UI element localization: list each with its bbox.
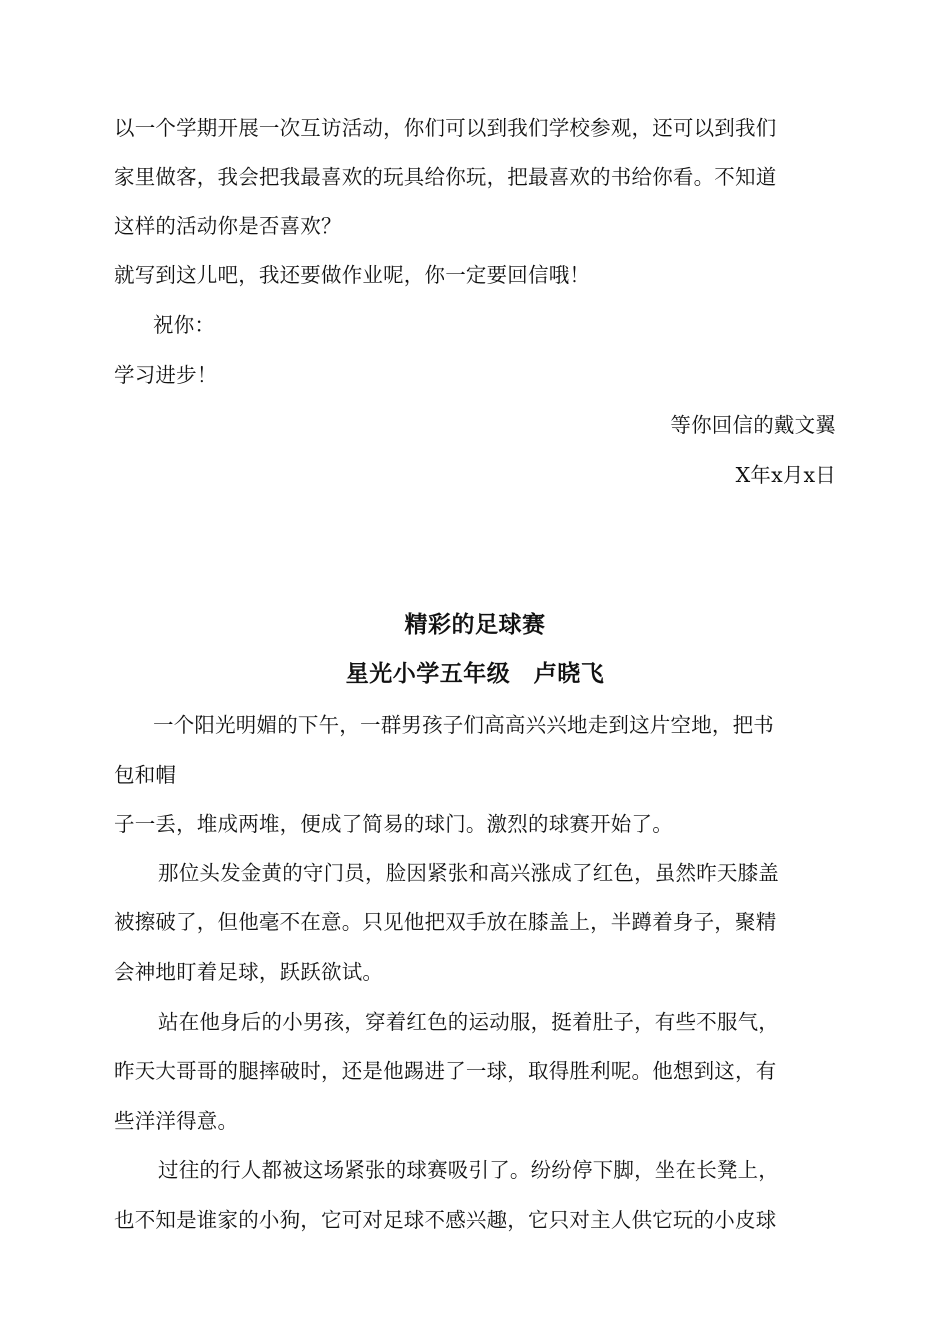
letter-signature: 等你回信的戴文翼 <box>670 413 836 437</box>
essay-line-7: 站在他身后的小男孩，穿着红色的运动服，挺着肚子，有些不服气， <box>158 1010 779 1034</box>
letter-line-3: 这样的活动你是否喜欢？ <box>114 214 342 238</box>
letter-wish: 学习进步！ <box>114 363 218 387</box>
letter-line-1: 以一个学期开展一次互访活动，你们可以到我们学校参观，还可以到我们 <box>114 116 777 140</box>
essay-line-8: 昨天大哥哥的腿摔破时，还是他踢进了一球，取得胜利呢。他想到这，有 <box>114 1059 777 1083</box>
essay-line-1: 一个阳光明媚的下午，一群男孩子们高高兴兴地走到这片空地，把书 <box>153 713 774 737</box>
letter-date: X年x月x日 <box>735 463 836 487</box>
letter-line-2: 家里做客，我会把我最喜欢的玩具给你玩，把最喜欢的书给你看。不知道 <box>114 165 777 189</box>
letter-greeting: 祝你： <box>153 313 216 337</box>
essay-line-4: 那位头发金黄的守门员，脸因紧张和高兴涨成了红色，虽然昨天膝盖 <box>158 861 779 885</box>
essay-author: 星光小学五年级 卢晓飞 <box>345 661 605 687</box>
letter-line-4: 就写到这儿吧，我还要做作业呢，你一定要回信哦！ <box>114 263 591 287</box>
essay-line-6: 会神地盯着足球，跃跃欲试。 <box>114 960 384 984</box>
essay-line-5: 被擦破了，但他毫不在意。只见他把双手放在膝盖上，半蹲着身子，聚精 <box>114 910 777 934</box>
essay-line-9: 些洋洋得意。 <box>114 1109 239 1133</box>
essay-line-11: 也不知是谁家的小狗，它可对足球不感兴趣，它只对主人供它玩的小皮球 <box>114 1208 777 1232</box>
essay-line-3: 子一丢，堆成两堆，便成了简易的球门。激烈的球赛开始了。 <box>114 812 673 836</box>
essay-line-2: 包和帽 <box>114 763 177 787</box>
essay-title: 精彩的足球赛 <box>404 612 546 638</box>
essay-line-10: 过往的行人都被这场紧张的球赛吸引了。纷纷停下脚，坐在长凳上， <box>158 1158 779 1182</box>
